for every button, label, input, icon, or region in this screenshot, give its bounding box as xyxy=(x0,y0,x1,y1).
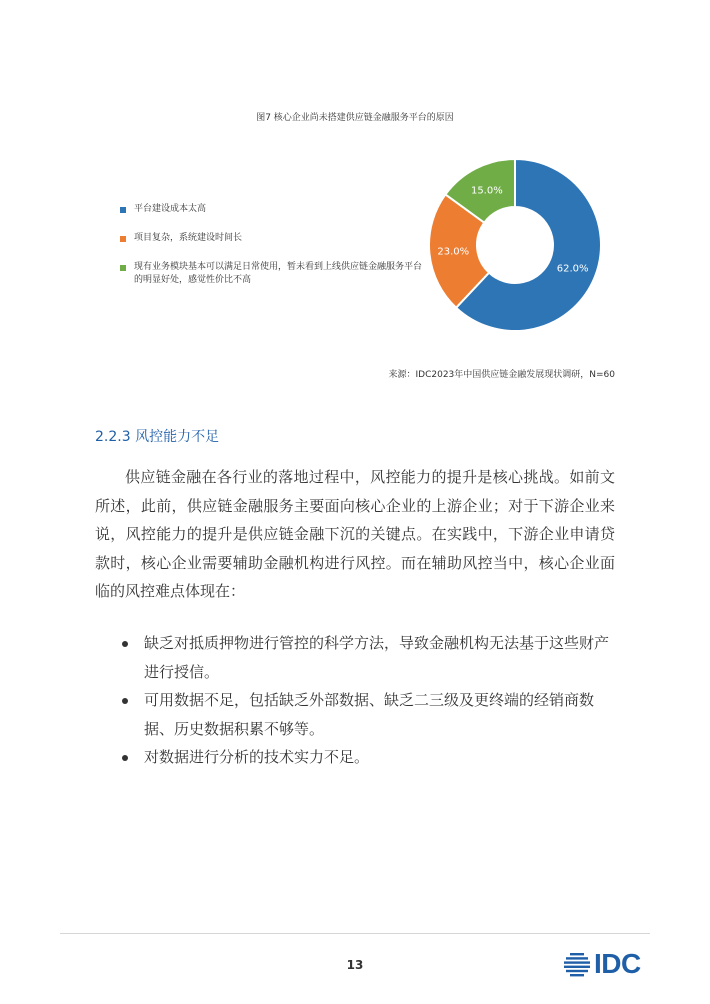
globe-icon xyxy=(563,951,591,979)
slice-value-label: 23.0% xyxy=(437,246,470,258)
body-paragraph: 供应链金融在各行业的落地过程中，风控能力的提升是核心挑战。如前文所述，此前，供应链金融服务主要面向核心企业的上游企业；对于下游企业来说，风控能力的提升是供应链金融下沉的关键点。在实践中，下游企业申请贷款时，核心企业需要辅助金融机构进行风控。而在辅助风控当中，核心企业面临的风控难点体现在： xyxy=(95,468,615,600)
legend-item xyxy=(120,232,424,245)
slice-value-label: 62.0% xyxy=(556,263,589,275)
figure-title: 图7 核心企业尚未搭建供应链金融服务平台的原因 xyxy=(256,113,454,123)
bullet-dot-icon xyxy=(122,641,128,647)
section-heading: 2.2.3 风控能力不足 xyxy=(95,429,220,445)
legend-item xyxy=(120,203,424,216)
list-item xyxy=(120,743,620,772)
list-item xyxy=(120,629,620,686)
legend-item xyxy=(120,261,424,287)
legend-label: 项目复杂，系统建设时间长 xyxy=(134,233,243,243)
list-item-text: 对数据进行分析的技术实力不足。 xyxy=(144,748,370,766)
page-number: 13 xyxy=(346,958,364,972)
bullet-list xyxy=(120,629,620,772)
footer-divider xyxy=(60,933,650,934)
legend-swatch xyxy=(120,207,126,213)
legend-label: 平台建设成本太高 xyxy=(134,204,207,214)
bullet-dot-icon xyxy=(122,755,128,761)
legend-swatch xyxy=(120,236,126,242)
list-item xyxy=(120,686,620,743)
donut-chart xyxy=(420,150,610,340)
legend-label: 现有业务模块基本可以满足日常使用，暂未看到上线供应链金融服务平台的明显好处，感觉性价比不高 xyxy=(134,262,423,285)
idc-logo xyxy=(563,950,653,980)
legend-swatch xyxy=(120,265,126,271)
slice-value-label: 15.0% xyxy=(470,185,503,197)
figure-source: 来源：IDC2023年中国供应链金融发展现状调研，N=60 xyxy=(388,370,615,380)
logo-text: IDC xyxy=(594,948,641,979)
list-item-text: 可用数据不足，包括缺乏外部数据、缺乏二三级及更终端的经销商数据、历史数据积累不够等。 xyxy=(144,691,595,738)
bullet-dot-icon xyxy=(122,698,128,704)
list-item-text: 缺乏对抵质押物进行管控的科学方法，导致金融机构无法基于这些财产进行授信。 xyxy=(144,634,610,681)
